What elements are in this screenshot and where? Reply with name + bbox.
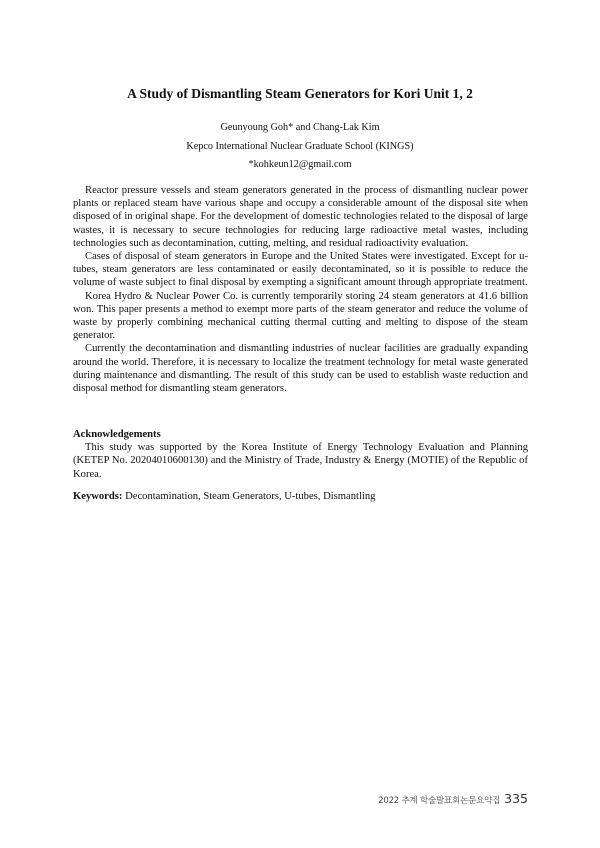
- paper-authors: Geunyoung Goh* and Chang-Lak Kim: [220, 122, 380, 133]
- acknowledgements-heading: Acknowledgements: [73, 429, 161, 440]
- page-number: 335: [504, 791, 528, 806]
- proceedings-title: 2022 추계 학술발표회논문요약집: [378, 796, 501, 806]
- acknowledgements-section: [73, 428, 528, 481]
- abstract-paragraph: Currently the decontamination and dismantling industries of nuclear facilities are gradually expanding around the world. Therefore, it is necessary to localize the treatment technology for metal waste generated during maintenance and dismantling. The result of this study can be used to establish waste reduction and disposal method for dismantling steam generators.: [73, 343, 528, 395]
- abstract: [73, 184, 528, 395]
- keywords-label: Keywords:: [73, 491, 123, 502]
- keywords-line: [73, 490, 528, 503]
- abstract-paragraph: Cases of disposal of steam generators in Europe and the United States were investigated. Except for u-tubes, steam generators are less contaminated or easily decontaminated, so it is possible to reduce the volume of waste subject to final disposal by exempting a significant amount through appropriate treatment.: [73, 251, 528, 289]
- acknowledgements-text: This study was supported by the Korea Institute of Energy Technology Evaluation and Planning (KETEP No. 20204010600130) and the Ministry of Trade, Industry & Energy (MOTIE) of the Republic of Korea.: [73, 442, 528, 480]
- author-email: *kohkeun12@gmail.com: [248, 159, 352, 170]
- abstract-paragraph: Reactor pressure vessels and steam generators generated in the process of dismantling nuclear power plants or replaced steam have various shape and occupy a considerable amount of the disposal site when disposed of in original shape. For the development of domestic technologies related to the disposal of large wastes, it is necessary to secure technologies for reducing large radioactive metal wastes, including technologies such as decontamination, cutting, melting, and residual radioactivity evaluation.: [73, 185, 528, 249]
- paper-affiliation: Kepco International Nuclear Graduate School (KINGS): [186, 141, 414, 152]
- keywords-text: Decontamination, Steam Generators, U-tubes, Dismantling: [125, 491, 376, 502]
- abstract-paragraph: Korea Hydro & Nuclear Power Co. is currently temporarily storing 24 steam generators at 41.6 billion won. This paper presents a method to exempt more parts of the steam generator and reduce the volume of waste by properly combining mechanical cutting thermal cutting and melting to dispose of the steam generator.: [73, 290, 528, 342]
- paper-title: A Study of Dismantling Steam Generators for Kori Unit 1, 2: [127, 86, 473, 101]
- page-footer: [378, 791, 528, 806]
